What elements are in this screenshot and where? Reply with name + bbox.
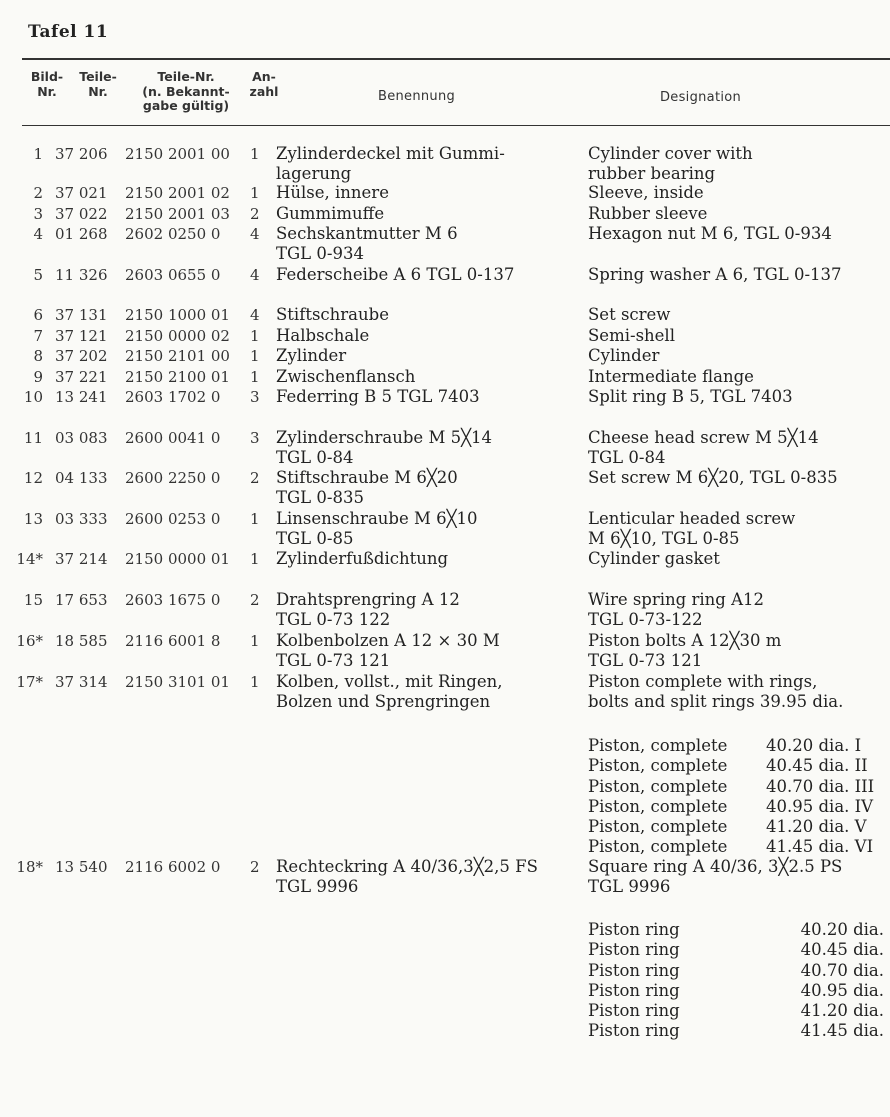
part-number: 03 333 <box>55 510 108 528</box>
new-part-number: 2600 0041 0 <box>125 429 221 447</box>
item-number: 12 <box>23 469 43 487</box>
english-designation-line: Piston complete with rings, <box>588 672 818 691</box>
german-name-line: TGL 0-835 <box>276 488 364 507</box>
size-list-item <box>588 1021 884 1041</box>
header-anzahl-line-2: zahl <box>249 83 279 99</box>
size-item-name: Piston ring <box>588 940 680 960</box>
part-number: 37 221 <box>55 368 108 386</box>
english-designation-line: TGL 0-84 <box>588 448 666 467</box>
quantity: 2 <box>250 591 260 609</box>
page-title: Tafel 11 <box>28 22 109 42</box>
size-item-name: Piston ring <box>588 980 680 1000</box>
item-number: 5 <box>33 266 43 284</box>
german-name <box>276 428 492 468</box>
german-name-line: TGL 0-84 <box>276 448 354 467</box>
size-list-item <box>588 961 884 981</box>
quantity: 1 <box>250 327 260 345</box>
new-part-number: 2116 6002 0 <box>125 858 221 876</box>
german-name-line: Kolben, vollst., mit Ringen, <box>276 672 503 691</box>
quantity: 1 <box>250 145 260 163</box>
size-list-item <box>588 940 884 960</box>
german-name-line: Sechskantmutter M 6 <box>276 224 458 243</box>
english-designation <box>588 509 795 549</box>
english-designation <box>588 590 764 630</box>
new-part-number: 2600 0253 0 <box>125 510 221 528</box>
english-designation-line: Cylinder cover with <box>588 144 753 163</box>
new-part-number: 2603 0655 0 <box>125 266 221 284</box>
size-item-name: Piston, complete <box>588 756 728 776</box>
german-name-line: TGL 0-73 121 <box>276 651 391 670</box>
quantity: 3 <box>250 388 260 406</box>
part-number: 17 653 <box>55 591 108 609</box>
part-number: 37 021 <box>55 184 108 202</box>
english-designation <box>588 468 838 488</box>
german-name <box>276 346 346 366</box>
english-designation <box>588 857 842 897</box>
english-designation <box>588 387 793 407</box>
german-name <box>276 183 389 203</box>
english-designation <box>588 144 753 184</box>
piston-ring-size-list <box>588 920 884 1042</box>
german-name <box>276 468 458 508</box>
size-list-item <box>588 1001 884 1021</box>
new-part-number: 2150 0000 01 <box>125 550 230 568</box>
size-item-name: Piston ring <box>588 1001 680 1021</box>
english-designation <box>588 204 707 224</box>
new-part-number: 2150 2001 02 <box>125 184 230 202</box>
english-designation <box>588 326 675 346</box>
german-name <box>276 367 415 387</box>
new-part-number: 2150 2100 01 <box>125 368 230 386</box>
new-part-number: 2602 0250 0 <box>125 225 221 243</box>
german-name <box>276 387 480 407</box>
german-name-line: Stiftschraube M 6╳20 <box>276 468 458 487</box>
german-name-line: TGL 0-73 122 <box>276 610 391 629</box>
header-designation: Designation <box>660 90 742 105</box>
english-designation-line: Semi-shell <box>588 326 675 345</box>
new-part-number: 2150 1000 01 <box>125 306 230 324</box>
english-designation <box>588 672 843 712</box>
english-designation-line: Split ring B 5, TGL 7403 <box>588 387 793 406</box>
size-list-item <box>588 797 888 817</box>
english-designation-line: Set screw <box>588 305 671 324</box>
header-teile-line-2: Nr. <box>88 83 108 99</box>
size-list-item <box>588 981 884 1001</box>
english-designation <box>588 367 754 387</box>
german-name-line: Bolzen und Sprengringen <box>276 692 491 711</box>
quantity: 4 <box>250 225 260 243</box>
german-name <box>276 204 384 224</box>
item-number: 10 <box>23 388 43 406</box>
header-bild-line-2: Nr. <box>37 83 57 99</box>
german-name <box>276 224 458 264</box>
english-designation-line: Lenticular headed screw <box>588 509 796 528</box>
part-number: 13 540 <box>55 858 108 876</box>
english-designation <box>588 265 842 285</box>
english-designation <box>588 346 659 366</box>
size-item-diameter: 41.20 dia. V <box>766 817 867 837</box>
english-designation-line: rubber bearing <box>588 164 716 183</box>
new-part-number: 2600 2250 0 <box>125 469 221 487</box>
german-name-line: Zwischenflansch <box>276 367 416 386</box>
part-number: 37 202 <box>55 347 108 365</box>
header-neu-line-3: gabe gültig) <box>142 98 230 113</box>
german-name <box>276 631 500 671</box>
item-number: 17* <box>16 673 43 691</box>
header-benennung: Benennung <box>378 89 456 104</box>
size-item-diameter: 40.70 dia. III <box>766 776 875 796</box>
header-bild-line-1: Bild- <box>30 69 64 84</box>
german-name-line: Kolbenbolzen A 12 × 30 M <box>276 631 500 650</box>
part-number: 37 131 <box>55 306 108 324</box>
part-number: 37 314 <box>55 673 108 691</box>
quantity: 1 <box>250 510 260 528</box>
english-designation <box>588 631 781 671</box>
header-teile-line-1: Teile- <box>79 69 117 84</box>
item-number: 18* <box>16 858 43 876</box>
german-name <box>276 857 538 897</box>
quantity: 2 <box>250 858 260 876</box>
english-designation-line: Hexagon nut M 6, TGL 0-934 <box>588 224 832 243</box>
size-list-item <box>588 756 888 776</box>
size-item-diameter: 40.95 dia. <box>800 980 884 1000</box>
size-item-diameter: 40.70 dia. <box>800 960 884 980</box>
quantity: 1 <box>250 347 260 365</box>
item-number: 4 <box>33 225 43 243</box>
item-number: 3 <box>33 205 43 223</box>
german-name-line: Federring B 5 TGL 7403 <box>276 387 480 406</box>
item-number: 14* <box>16 550 43 568</box>
size-item-diameter: 40.20 dia. I <box>766 736 862 755</box>
german-name <box>276 509 478 549</box>
german-name-line: Zylinder <box>276 346 347 365</box>
size-item-name: Piston ring <box>588 960 680 980</box>
english-designation-line: Cylinder gasket <box>588 549 720 568</box>
part-number: 13 241 <box>55 388 108 406</box>
english-designation-line: M 6╳10, TGL 0-85 <box>588 529 740 548</box>
german-name-line: Federscheibe A 6 TGL 0-137 <box>276 265 515 284</box>
quantity: 2 <box>250 469 260 487</box>
size-item-name: Piston ring <box>588 1021 680 1041</box>
english-designation-line: TGL 0-73-122 <box>588 610 703 629</box>
quantity: 1 <box>250 550 260 568</box>
size-list-item <box>588 817 888 837</box>
german-name-line: Zylinderdeckel mit Gummi- <box>276 144 505 163</box>
size-list-item <box>588 920 884 940</box>
part-number: 37 206 <box>55 145 108 163</box>
quantity: 2 <box>250 205 260 223</box>
english-designation-line: Wire spring ring A12 <box>588 590 764 609</box>
size-list-item <box>588 777 888 797</box>
new-part-number: 2603 1675 0 <box>125 591 221 609</box>
german-name-line: TGL 0-85 <box>276 529 354 548</box>
quantity: 1 <box>250 184 260 202</box>
english-designation-line: Cylinder <box>588 346 660 365</box>
part-number: 04 133 <box>55 469 108 487</box>
size-item-name: Piston, complete <box>588 837 728 857</box>
english-designation-line: Intermediate flange <box>588 367 754 386</box>
size-item-name: Piston, complete <box>588 796 728 816</box>
item-number: 11 <box>23 429 43 447</box>
german-name-line: Halbschale <box>276 326 370 345</box>
size-item-name: Piston, complete <box>588 817 728 837</box>
german-name-line: TGL 9996 <box>276 877 359 896</box>
new-part-number: 2150 2001 00 <box>125 145 230 163</box>
english-designation-line: Piston bolts A 12╳30 m <box>588 631 782 650</box>
header-neu-line-2: (n. Bekannt- <box>142 83 230 99</box>
new-part-number: 2150 3101 01 <box>125 673 230 691</box>
item-number: 15 <box>23 591 43 609</box>
part-number: 18 585 <box>55 632 108 650</box>
part-number: 01 268 <box>55 225 108 243</box>
german-name-line: Hülse, innere <box>276 183 389 202</box>
size-item-diameter: 40.45 dia. <box>800 940 884 960</box>
german-name-line: Zylinderfußdichtung <box>276 549 449 568</box>
german-name <box>276 305 389 325</box>
new-part-number: 2150 0000 02 <box>125 327 230 345</box>
english-designation-line: Cheese head screw M 5╳14 <box>588 428 819 447</box>
header-neu-line-1: Teile-Nr. <box>157 69 215 84</box>
item-number: 2 <box>33 184 43 202</box>
part-number: 37 022 <box>55 205 108 223</box>
english-designation-line: Rubber sleeve <box>588 204 708 223</box>
english-designation-line: TGL 0-73 121 <box>588 651 703 670</box>
german-name <box>276 326 369 346</box>
german-name-line: Zylinderschraube M 5╳14 <box>276 428 493 447</box>
german-name <box>276 144 505 184</box>
english-designation-line: Spring washer A 6, TGL 0-137 <box>588 265 842 284</box>
quantity: 3 <box>250 429 260 447</box>
part-number: 03 083 <box>55 429 108 447</box>
part-number: 37 121 <box>55 327 108 345</box>
german-name-line: Linsenschraube M 6╳10 <box>276 509 478 528</box>
german-name-line: Stiftschraube <box>276 305 389 324</box>
english-designation <box>588 224 832 244</box>
english-designation-line: TGL 9996 <box>588 877 671 896</box>
new-part-number: 2603 1702 0 <box>125 388 221 406</box>
quantity: 4 <box>250 306 260 324</box>
english-designation-line: Square ring A 40/36, 3╳2.5 PS <box>588 857 843 876</box>
part-number: 37 214 <box>55 550 108 568</box>
german-name-line: lagerung <box>276 164 352 183</box>
english-designation-line: Sleeve, inside <box>588 183 704 202</box>
new-part-number: 2150 2001 03 <box>125 205 230 223</box>
english-designation <box>588 305 670 325</box>
item-number: 9 <box>33 368 43 386</box>
size-list-item <box>588 837 888 857</box>
size-item-diameter: 41.20 dia. <box>800 1001 884 1021</box>
english-designation <box>588 428 819 468</box>
size-item-name: Piston, complete <box>588 776 728 796</box>
size-item-diameter: 41.45 dia. <box>800 1021 884 1041</box>
item-number: 16* <box>16 632 43 650</box>
english-designation-line: bolts and split rings 39.95 dia. <box>588 692 844 711</box>
item-number: 1 <box>33 145 43 163</box>
size-list-item <box>588 736 888 756</box>
german-name-line: Drahtsprengring A 12 <box>276 590 460 609</box>
part-number: 11 326 <box>55 266 108 284</box>
english-designation <box>588 549 720 569</box>
size-item-name: Piston ring <box>588 920 680 939</box>
german-name-line: Rechteckring A 40/36,3╳2,5 FS <box>276 857 538 876</box>
piston-size-list <box>588 736 888 858</box>
english-designation <box>588 183 704 203</box>
german-name <box>276 549 448 569</box>
german-name <box>276 265 514 285</box>
quantity: 1 <box>250 368 260 386</box>
size-item-diameter: 40.20 dia. <box>800 920 884 939</box>
quantity: 4 <box>250 266 260 284</box>
new-part-number: 2150 2101 00 <box>125 347 230 365</box>
item-number: 7 <box>33 327 43 345</box>
german-name-line: Gummimuffe <box>276 204 385 223</box>
new-part-number: 2116 6001 8 <box>125 632 221 650</box>
quantity: 1 <box>250 673 260 691</box>
size-item-diameter: 40.95 dia. IV <box>766 796 874 816</box>
german-name <box>276 590 460 630</box>
size-item-diameter: 40.45 dia. II <box>766 756 868 776</box>
german-name <box>276 672 503 712</box>
item-number: 8 <box>33 347 43 365</box>
quantity: 1 <box>250 632 260 650</box>
english-designation-line: Set screw M 6╳20, TGL 0-835 <box>588 468 838 487</box>
size-item-diameter: 41.45 dia. VI <box>766 837 874 857</box>
size-item-name: Piston, complete <box>588 736 728 755</box>
german-name-line: TGL 0-934 <box>276 244 364 263</box>
item-number: 6 <box>33 306 43 324</box>
header-anzahl-line-1: An- <box>252 69 276 84</box>
item-number: 13 <box>23 510 43 528</box>
